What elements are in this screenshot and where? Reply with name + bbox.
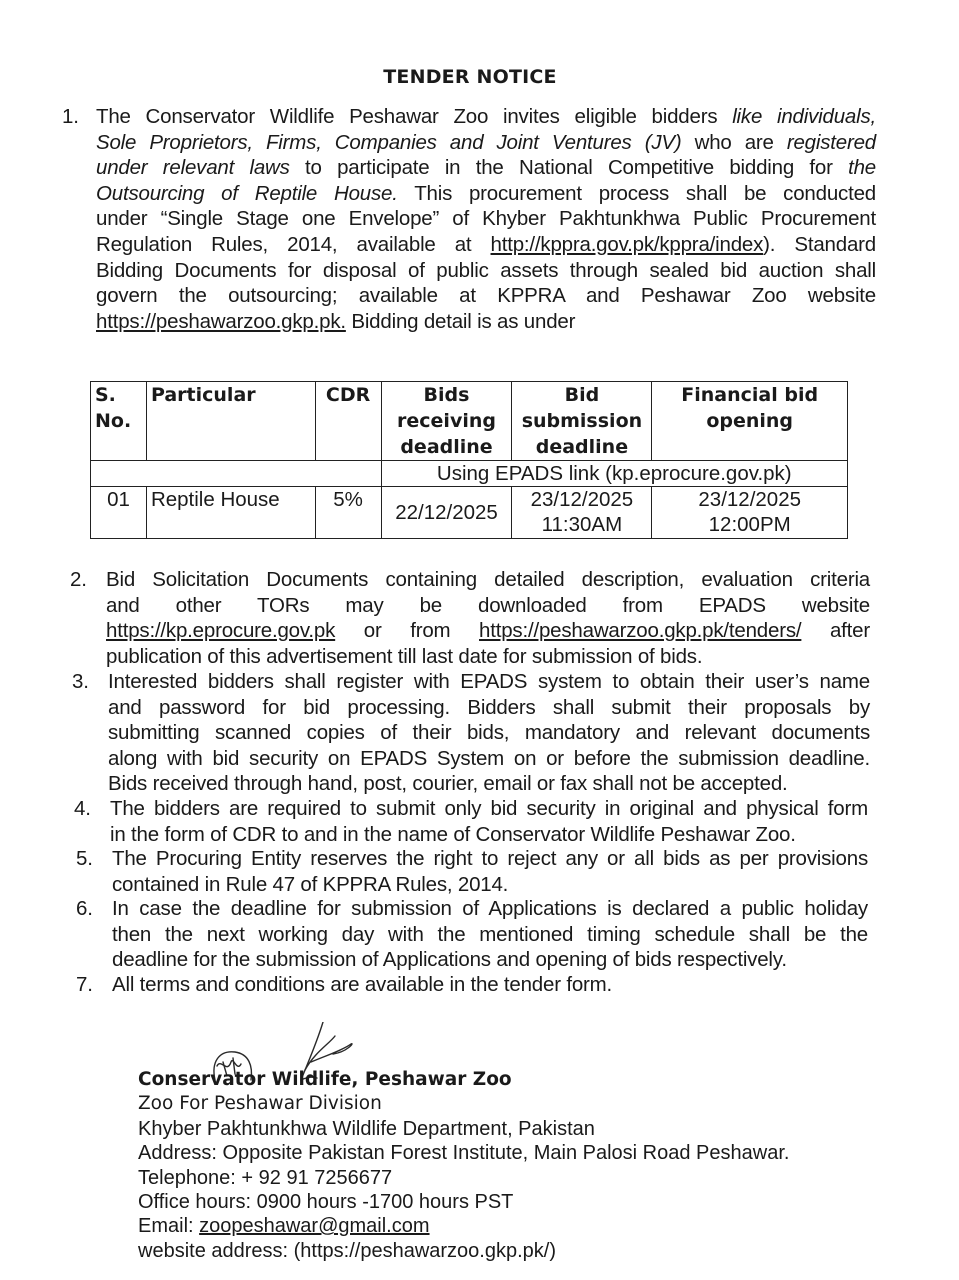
paragraph-3: [72, 669, 870, 797]
telephone: Telephone: + 92 91 7256677: [138, 1166, 393, 1189]
table-row: [91, 487, 848, 539]
p3-line-1: Interested bidders shall register with EPADS system to obtain their user’s name: [108, 670, 870, 693]
email-line: Email: zoopeshawar@gmail.com: [138, 1215, 430, 1238]
p6-line-2: then the next working day with the mentioned timing schedule shall be the: [112, 922, 868, 946]
paragraph-number: 7.: [76, 973, 93, 996]
cell-cdr: 5%: [315, 487, 381, 539]
division: Zoo For Peshawar Division: [138, 1093, 382, 1115]
paragraph-number: 3.: [72, 670, 89, 693]
cell-bids-receiving-deadline: 22/12/2025: [381, 487, 512, 539]
paragraph-2: [70, 567, 871, 669]
p3-line-4: along with bid security on EPADS System on or before the submission deadline.: [108, 746, 870, 770]
p3-line-3: submitting scanned copies of their bids, mandatory and relevant documents: [108, 721, 870, 745]
p6-line-3: deadline for the submission of Applications and opening of bids respectively.: [112, 948, 787, 972]
p1-line-5: under “Single Stage one Envelope” of Khyber Pakhtunkhwa Public Procurement: [96, 207, 876, 231]
p1-line-7: Bidding Documents for disposal of public assets through sealed bid auction shall: [96, 258, 876, 282]
p4-line-2: in the form of CDR to and in the name of Conservator Wildlife Peshawar Zoo.: [110, 822, 796, 846]
p2-line-1: Bid Solicitation Documents containing detailed description, evaluation criteria: [106, 568, 870, 591]
paragraph-1: [62, 104, 876, 334]
cell-bid-submission-deadline: 23/12/2025 11:30AM: [512, 487, 652, 539]
p2-line-4: publication of this advertisement till last date for submission of bids.: [106, 644, 703, 668]
p6-line-1: In case the deadline for submission of Applications is declared a public holiday: [112, 897, 868, 920]
header-financial-bid-opening: Financial bid opening: [652, 382, 848, 461]
tenders-page-link[interactable]: https://peshawarzoo.gkp.pk/tenders/: [479, 619, 802, 643]
p5-line-1: The Procuring Entity reserves the right to reject any or all bids as per provisions: [112, 847, 868, 870]
p2-line-3: https://kp.eprocure.gov.pk or from https://peshawarzoo.gkp.pk/tenders/ after: [106, 619, 871, 643]
address: Address: Opposite Pakistan Forest Institute, Main Palosi Road Peshawar.: [138, 1142, 790, 1165]
website-address: website address: (https://peshawarzoo.gkp.pk/): [138, 1239, 556, 1262]
header-bid-submission-deadline: Bid submission deadline: [512, 382, 652, 461]
header-bids-receiving-deadline: Bids receiving deadline: [381, 382, 512, 461]
email-link[interactable]: zoopeshawar@gmail.com: [199, 1215, 430, 1238]
p1-line-4: Outsourcing of Reptile House. This procurement process shall be conducted: [96, 181, 876, 205]
p4-line-1: The bidders are required to submit only bid security in original and physical form: [110, 797, 868, 820]
peshawarzoo-link[interactable]: https://peshawarzoo.gkp.pk.: [96, 309, 346, 333]
signatory-title: Conservator Wildlife, Peshawar Zoo: [138, 1069, 512, 1090]
p1-line-8: govern the outsourcing; available at KPPRA and Peshawar Zoo website: [96, 284, 876, 308]
kppra-link[interactable]: http://kppra.gov.pk/kppra/index: [490, 232, 764, 256]
p1-line-9: https://peshawarzoo.gkp.pk. Bidding detail is as under: [96, 309, 576, 333]
p2-line-2: and other TORs may be downloaded from EPADS website: [106, 593, 870, 617]
paragraph-number: 5.: [76, 847, 93, 870]
p5-line-2: contained in Rule 47 of KPPRA Rules, 2014.: [112, 872, 509, 896]
office-hours: Office hours: 0900 hours -1700 hours PST: [138, 1191, 514, 1214]
cell-financial-bid-opening: 23/12/2025 12:00PM: [652, 487, 848, 539]
header-sno: S. No.: [91, 382, 147, 461]
department: Khyber Pakhtunkhwa Wildlife Department, Pakistan: [138, 1117, 595, 1140]
p3-line-5: Bids received through hand, post, courier, email or fax shall not be accepted.: [108, 772, 788, 796]
paragraph-5: [76, 846, 868, 897]
paragraph-number: 4.: [74, 797, 91, 820]
header-particular: Particular: [146, 382, 315, 461]
page-title: TENDER NOTICE: [383, 66, 557, 88]
contact-block: [138, 1068, 789, 1263]
epads-website-link[interactable]: https://kp.eprocure.gov.pk: [106, 619, 336, 643]
p1-line-6: Regulation Rules, 2014, available at http://kppra.gov.pk/kppra/index). Standard: [96, 232, 876, 256]
p1-line-1: The Conservator Wildlife Peshawar Zoo invites eligible bidders like individuals,: [96, 105, 876, 128]
epads-note: Using EPADS link (kp.eprocure.gov.pk): [381, 461, 847, 487]
cell-sno: 01: [91, 487, 147, 539]
epads-empty-cell: [91, 461, 382, 487]
p1-line-2: Sole Proprietors, Firms, Companies and Joint Ventures (JV) who are registered: [96, 130, 876, 154]
paragraph-4: [74, 796, 868, 847]
bidding-detail-table: [90, 381, 848, 539]
header-cdr: CDR: [315, 382, 381, 461]
table-epads-row: [91, 461, 848, 487]
paragraph-7: [76, 972, 868, 998]
paragraph-6: [76, 896, 868, 973]
table-header-row: [91, 382, 848, 461]
p1-line-3: under relevant laws to participate in the National Competitive bidding for the: [96, 156, 876, 180]
paragraph-number: 6.: [76, 897, 93, 920]
p3-line-2: and password for bid processing. Bidders shall submit their proposals by: [108, 695, 870, 719]
paragraph-number: 1.: [62, 105, 79, 128]
paragraph-number: 2.: [70, 568, 87, 591]
p7-line-1: All terms and conditions are available in the tender form.: [112, 973, 613, 996]
cell-particular: Reptile House: [146, 487, 315, 539]
